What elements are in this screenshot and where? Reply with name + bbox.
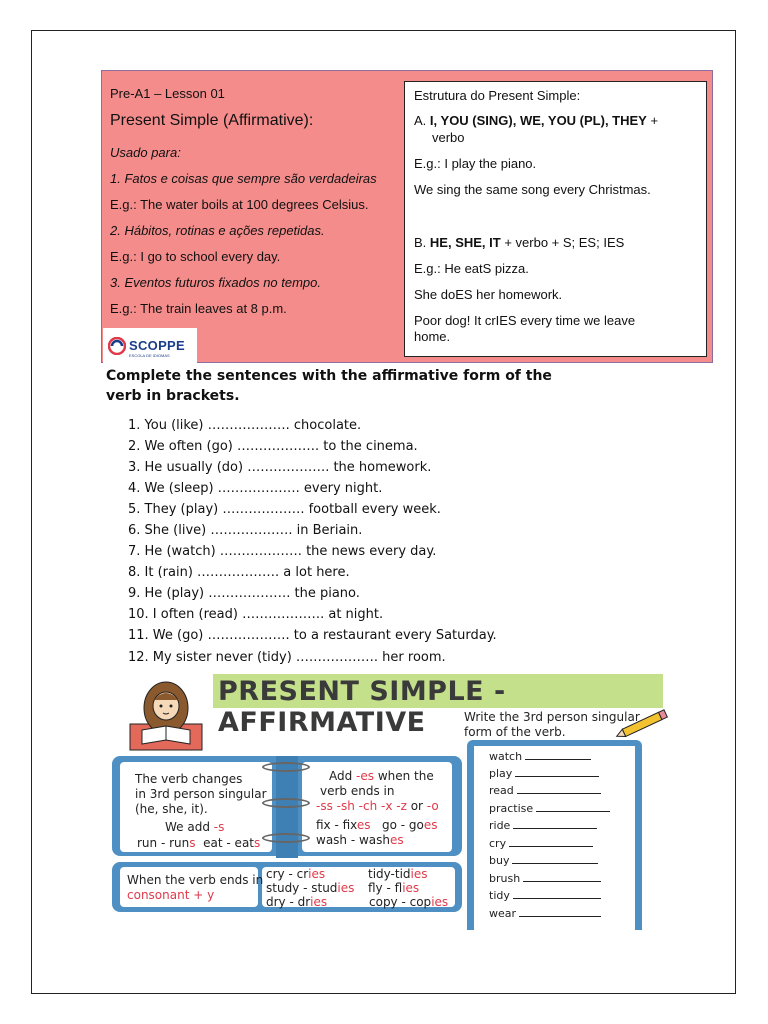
structure-b-example-2: She doES her homework. bbox=[414, 287, 563, 302]
exercise-item-9: 9. He (play) ………………. the piano. bbox=[128, 586, 360, 601]
structure-a-plus: + bbox=[646, 113, 659, 128]
verb-answer-line-3[interactable] bbox=[517, 784, 601, 794]
verb-item-8 bbox=[489, 872, 601, 885]
left-card-suffix: -s bbox=[213, 820, 225, 834]
scoppe-logo bbox=[103, 328, 197, 364]
write-prompt-2: form of the verb. bbox=[464, 725, 566, 739]
right-card-line-1 bbox=[329, 769, 434, 783]
y-example-6 bbox=[369, 895, 448, 909]
structure-b-example-3b: home. bbox=[414, 329, 451, 344]
verb-item-1-label: watch bbox=[489, 750, 523, 763]
y-example-1 bbox=[266, 867, 325, 881]
y-example-5-base: dry - dr bbox=[266, 895, 311, 909]
use-example-2: E.g.: I go to school every day. bbox=[110, 249, 281, 264]
structure-a-prefix: A. bbox=[414, 113, 427, 128]
y-rule-line-2: consonant + y bbox=[127, 888, 215, 902]
y-example-2-end: ies bbox=[410, 867, 428, 881]
structure-b-example-3a: Poor dog! It crIES every time we leave bbox=[414, 313, 636, 328]
structure-heading: Estrutura do Present Simple: bbox=[414, 88, 581, 103]
lesson-title-suffix: : bbox=[308, 112, 314, 129]
exercise-item-3: 3. He usually (do) ………………. the homework. bbox=[128, 460, 432, 475]
structure-a-example-1: E.g.: I play the piano. bbox=[414, 156, 537, 171]
y-example-1-end: ies bbox=[308, 867, 326, 881]
use-example-1: E.g.: The water boils at 100 degrees Celsius. bbox=[110, 197, 369, 212]
verb-item-3-label: read bbox=[489, 784, 514, 797]
right-card-or: or bbox=[406, 799, 427, 813]
lesson-code: Pre-A1 – Lesson 01 bbox=[110, 86, 225, 101]
use-rule-3: 3. Eventos futuros fixados no tempo. bbox=[110, 275, 322, 290]
verb-answer-line-5[interactable] bbox=[513, 819, 597, 829]
pencil-icon bbox=[614, 709, 672, 739]
right-card-suffix: -es bbox=[356, 769, 375, 783]
left-card-examples bbox=[137, 836, 260, 850]
verb-item-4-label: practise bbox=[489, 802, 534, 815]
y-example-6-end: ies bbox=[431, 895, 449, 909]
verb-item-3 bbox=[489, 784, 601, 797]
verb-item-9 bbox=[489, 889, 601, 902]
right-card-add: Add bbox=[329, 769, 357, 783]
right-card-fix-base: fix - fix bbox=[316, 818, 357, 832]
left-card-ex1-end: s bbox=[189, 836, 196, 850]
verb-item-1 bbox=[489, 750, 591, 763]
lesson-title bbox=[110, 112, 313, 130]
y-example-1-base: cry - cr bbox=[266, 867, 309, 881]
y-example-3-base: study - stud bbox=[266, 881, 338, 895]
verb-answer-line-8[interactable] bbox=[523, 872, 601, 882]
y-example-2-base: tidy-tid bbox=[368, 867, 411, 881]
y-example-5 bbox=[266, 895, 327, 909]
verb-answer-line-1[interactable] bbox=[525, 750, 591, 760]
y-example-4 bbox=[368, 881, 419, 895]
verb-item-6 bbox=[489, 837, 593, 850]
exercise-item-1: 1. You (like) ………………. chocolate. bbox=[128, 418, 362, 433]
verb-item-7 bbox=[489, 854, 598, 867]
left-card-line-2: in 3rd person singular bbox=[135, 787, 267, 801]
right-card-line-5 bbox=[316, 833, 404, 847]
left-card-ex2-end: s bbox=[254, 836, 261, 850]
usage-label: Usado para: bbox=[110, 145, 181, 160]
exercise-item-6: 6. She (live) ………………. in Beriain. bbox=[128, 523, 363, 538]
right-card-endings: -ss -sh -ch -x -z bbox=[316, 799, 407, 813]
right-card-wash-base: wash - wash bbox=[316, 833, 391, 847]
verb-item-10-label: wear bbox=[489, 907, 517, 920]
right-card-when: when the bbox=[374, 769, 434, 783]
verb-item-2 bbox=[489, 767, 599, 780]
exercise-item-5: 5. They (play) ………………. football every week. bbox=[128, 502, 441, 517]
y-example-4-end: ies bbox=[402, 881, 420, 895]
left-card-we-add bbox=[165, 820, 224, 834]
right-card-line-4 bbox=[316, 818, 438, 832]
lesson-title-text: Present Simple (Affirmative) bbox=[110, 112, 309, 129]
structure-b bbox=[414, 235, 624, 250]
y-example-5-end: ies bbox=[310, 895, 328, 909]
structure-b-prefix: B. bbox=[414, 235, 427, 250]
verb-item-7-label: buy bbox=[489, 854, 510, 867]
right-card-line-2: verb ends in bbox=[320, 784, 395, 798]
verb-answer-line-7[interactable] bbox=[512, 854, 598, 864]
right-card-wash-end: es bbox=[390, 833, 404, 847]
left-card-line-1: The verb changes bbox=[135, 772, 243, 786]
y-example-4-base: fly - fl bbox=[368, 881, 403, 895]
scoppe-logo-subtext: ESCOLA DE IDIOMAS bbox=[129, 353, 170, 358]
y-rule-line-1: When the verb ends in bbox=[127, 873, 264, 887]
scoppe-logo-text: SCOPPE bbox=[129, 338, 185, 353]
right-card-go-base: go - go bbox=[382, 818, 424, 832]
left-card-line-3: (he, she, it). bbox=[135, 802, 208, 816]
structure-a-verb: verbo bbox=[432, 130, 465, 145]
write-prompt-1: Write the 3rd person singular bbox=[464, 710, 640, 724]
y-example-2 bbox=[368, 867, 428, 881]
verb-answer-line-6[interactable] bbox=[509, 837, 593, 847]
exercise-item-7: 7. He (watch) ………………. the news every day. bbox=[128, 544, 437, 559]
structure-a-example-2: We sing the same song every Christmas. bbox=[414, 182, 651, 197]
y-example-3-end: ies bbox=[337, 881, 355, 895]
use-rule-2: 2. Hábitos, rotinas e ações repetidas. bbox=[110, 223, 325, 238]
verb-item-10 bbox=[489, 907, 601, 920]
verb-item-2-label: play bbox=[489, 767, 513, 780]
structure-b-rule: + verbo + S; ES; IES bbox=[500, 235, 625, 250]
left-card-ex2-base: eat - eat bbox=[203, 836, 254, 850]
right-card-line-3 bbox=[316, 799, 439, 813]
right-card-o: -o bbox=[426, 799, 439, 813]
scoppe-logo-icon bbox=[108, 337, 126, 355]
verb-item-4 bbox=[489, 802, 610, 815]
exercise-item-11: 11. We (go) ………………. to a restaurant every Saturday. bbox=[128, 628, 497, 643]
exercise-item-4: 4. We (sleep) ………………. every night. bbox=[128, 481, 383, 496]
exercise-item-10: 10. I often (read) ………………. at night. bbox=[128, 607, 384, 622]
verb-answer-line-2[interactable] bbox=[515, 767, 599, 777]
y-example-3 bbox=[266, 881, 354, 895]
verb-answer-line-4[interactable] bbox=[536, 802, 610, 812]
structure-b-example-1: E.g.: He eatS pizza. bbox=[414, 261, 529, 276]
y-example-6-base: copy - cop bbox=[369, 895, 432, 909]
structure-b-pronouns: HE, SHE, IT bbox=[429, 235, 501, 250]
use-example-3: E.g.: The train leaves at 8 p.m. bbox=[110, 301, 287, 316]
use-rule-1: 1. Fatos e coisas que sempre são verdadeiras bbox=[110, 171, 377, 186]
verb-answer-line-10[interactable] bbox=[519, 907, 601, 917]
infographic-banner-title: PRESENT SIMPLE - AFFIRMATIVE bbox=[218, 676, 506, 738]
exercise-item-8: 8. It (rain) ………………. a lot here. bbox=[128, 565, 350, 580]
book-ring-2 bbox=[262, 798, 310, 808]
verb-item-5 bbox=[489, 819, 597, 832]
verb-item-9-label: tidy bbox=[489, 889, 510, 902]
structure-a bbox=[414, 113, 658, 128]
right-card-go-end: es bbox=[423, 818, 438, 832]
verb-item-6-label: cry bbox=[489, 837, 507, 850]
verb-answer-line-9[interactable] bbox=[513, 889, 601, 899]
structure-a-pronouns: I, YOU (SING), WE, YOU (PL), THEY bbox=[429, 113, 647, 128]
left-card-ex1-base: run - run bbox=[137, 836, 190, 850]
right-card-fix-end: es bbox=[356, 818, 371, 832]
left-card-we-add-text: We add bbox=[165, 820, 214, 834]
book-ring-3 bbox=[262, 833, 310, 843]
exercise-item-12: 12. My sister never (tidy) ………………. her room. bbox=[128, 650, 446, 665]
exercise-item-2: 2. We often (go) ………………. to the cinema. bbox=[128, 439, 418, 454]
girl-reading-illustration bbox=[128, 674, 204, 752]
exercise-instruction: Complete the sentences with the affirmative form of the verb in brackets. bbox=[106, 368, 552, 404]
book-ring-1 bbox=[262, 762, 310, 772]
verb-item-8-label: brush bbox=[489, 872, 521, 885]
verb-item-5-label: ride bbox=[489, 819, 511, 832]
